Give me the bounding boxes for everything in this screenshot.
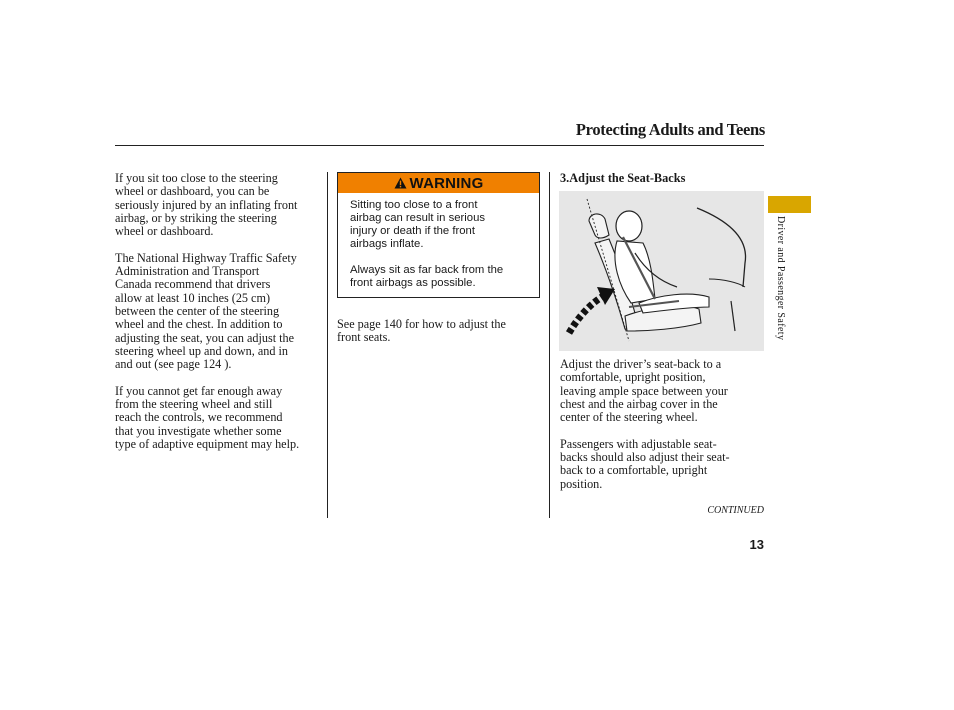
column-divider-2 (549, 172, 550, 518)
right-column (560, 358, 762, 504)
warning-text-sit-back: Always sit as far back from the front airbags as possible. (350, 264, 504, 289)
warning-triangle-icon (394, 177, 407, 189)
warning-text-injury: Sitting too close to a front airbag can result in serious injury or death if the front airbags inflate. (350, 199, 486, 250)
section-heading: 3.Adjust the Seat-Backs (560, 171, 686, 185)
warning-body (338, 193, 539, 290)
middle-column-text (337, 318, 542, 358)
title-divider (115, 145, 764, 146)
paragraph-adaptive-equipment: If you cannot get far enough away from the steering wheel and still reach the controls, we recommend that you investigate whether some type of adaptive equipment may help. (115, 383, 300, 451)
paragraph-passengers: Passengers with adjustable seat- backs should also adjust their seat- back to a comfortable, upright position. (560, 436, 730, 491)
seat-back-illustration (559, 191, 764, 351)
section-tab (768, 196, 811, 213)
paragraph-airbag-injury: If you sit too close to the steering wheel or dashboard, you can be seriously injured by an inflating front airbag, or by striking the steering wheel or dashboard. (115, 171, 298, 239)
paragraph-nhtsa-recommendation: The National Highway Traffic Safety Administration and Transport Canada recommend that drivers allow at least 10 inches (25 cm) between the center of the steering wheel and the chest. In addition to adjusting the seat, you can adjust the steering wheel up and down, and in and out (see page 124 ). (115, 250, 297, 372)
warning-box (337, 172, 540, 298)
left-column (115, 172, 323, 465)
warning-header (338, 173, 539, 193)
continued-label: CONTINUED (707, 505, 764, 516)
paragraph-adjust-seat-back: Adjust the driver’s seat-back to a comfortable, upright position, leaving ample space between your chest and the airbag cover in the center of the steering wheel. (560, 357, 728, 425)
section-tab-label: Driver and Passenger Safety (775, 216, 786, 341)
seated-driver-drawing (559, 191, 764, 351)
warning-label: WARNING (409, 174, 484, 192)
paragraph-see-page: See page 140 for how to adjust the front seats. (337, 317, 506, 345)
page-number: 13 (749, 537, 764, 552)
page-title: Protecting Adults and Teens (575, 120, 765, 139)
column-divider-1 (327, 172, 328, 518)
